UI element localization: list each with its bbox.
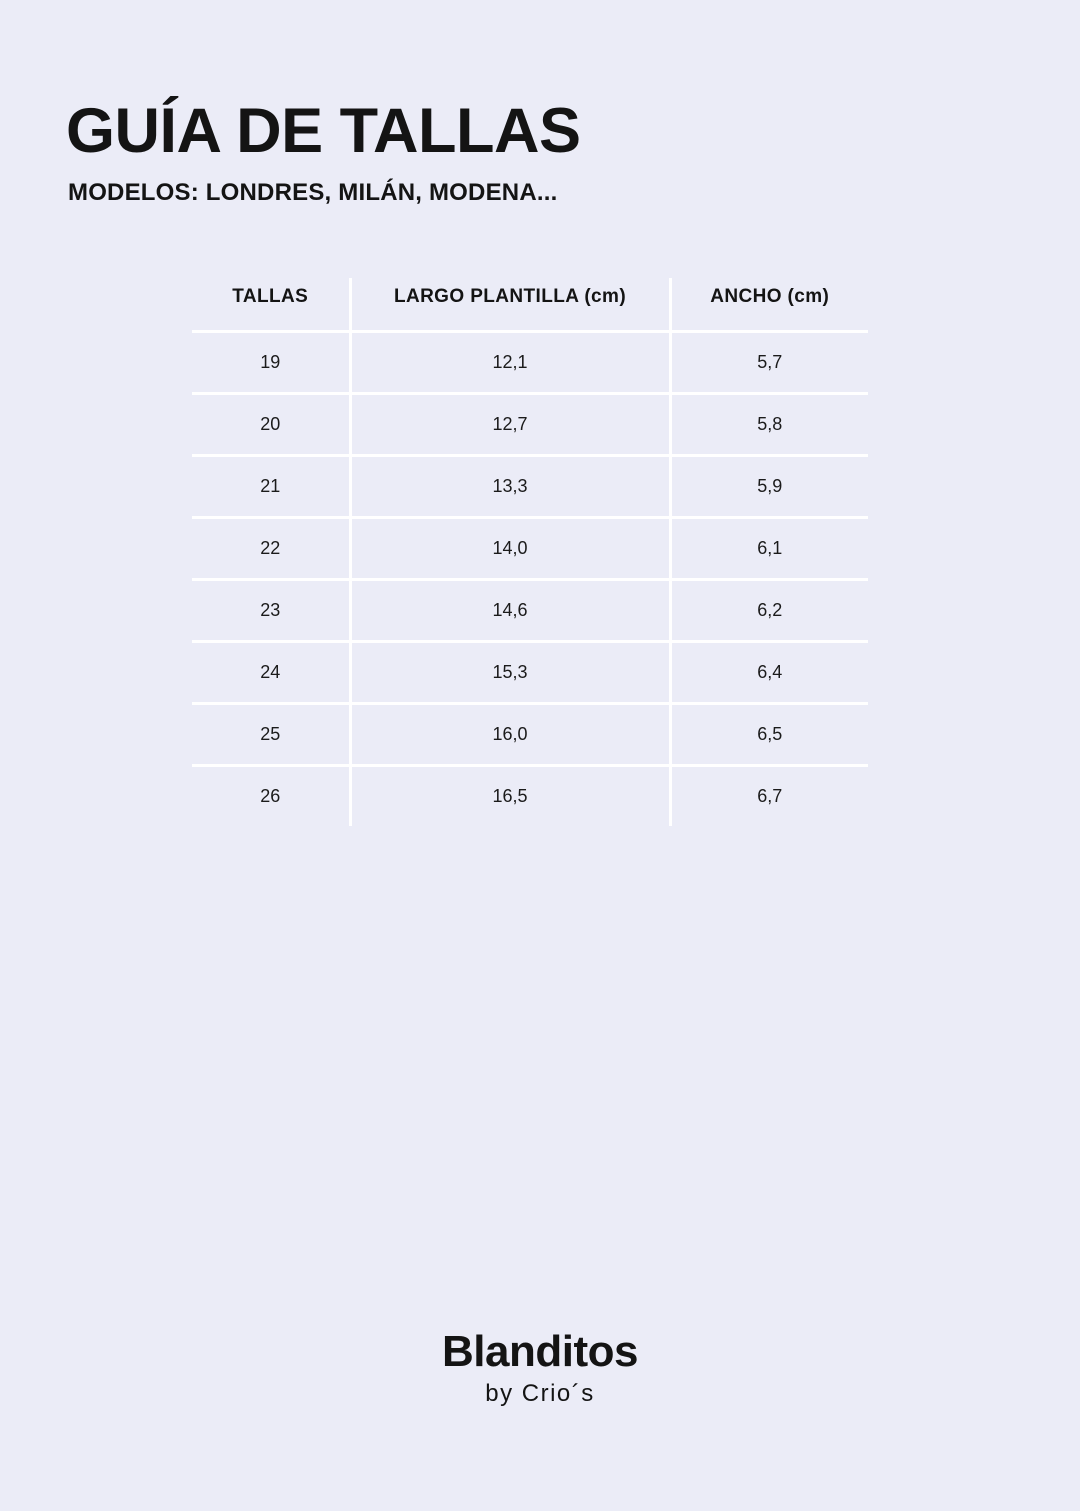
table-row bbox=[192, 580, 868, 642]
brand-name: Blanditos bbox=[442, 1327, 638, 1376]
document-footer bbox=[0, 1327, 1080, 1408]
page-title: GUÍA DE TALLAS bbox=[66, 96, 581, 166]
table-row bbox=[192, 766, 868, 827]
table-row bbox=[192, 456, 868, 518]
cell-ancho: 6,1 bbox=[670, 518, 868, 580]
table-row bbox=[192, 518, 868, 580]
cell-largo: 12,1 bbox=[350, 332, 670, 394]
cell-talla: 25 bbox=[192, 704, 350, 766]
cell-talla: 20 bbox=[192, 394, 350, 456]
cell-talla: 21 bbox=[192, 456, 350, 518]
cell-ancho: 6,7 bbox=[670, 766, 868, 827]
cell-largo: 14,6 bbox=[350, 580, 670, 642]
document-header bbox=[66, 96, 1016, 207]
table-row bbox=[192, 642, 868, 704]
table-row bbox=[192, 332, 868, 394]
size-table-container bbox=[192, 278, 868, 826]
column-header-ancho: ANCHO (cm) bbox=[710, 286, 830, 307]
cell-largo: 12,7 bbox=[350, 394, 670, 456]
cell-ancho: 5,7 bbox=[670, 332, 868, 394]
cell-ancho: 5,8 bbox=[670, 394, 868, 456]
cell-talla: 22 bbox=[192, 518, 350, 580]
cell-talla: 19 bbox=[192, 332, 350, 394]
cell-largo: 14,0 bbox=[350, 518, 670, 580]
brand-tagline: by Crio´s bbox=[485, 1380, 595, 1407]
cell-largo: 16,5 bbox=[350, 766, 670, 827]
cell-largo: 13,3 bbox=[350, 456, 670, 518]
cell-talla: 24 bbox=[192, 642, 350, 704]
column-header-tallas: TALLAS bbox=[232, 286, 309, 307]
cell-largo: 15,3 bbox=[350, 642, 670, 704]
cell-ancho: 6,5 bbox=[670, 704, 868, 766]
table-row bbox=[192, 394, 868, 456]
table-row bbox=[192, 704, 868, 766]
cell-ancho: 6,2 bbox=[670, 580, 868, 642]
table-body bbox=[192, 332, 868, 827]
column-header-largo-plantilla: LARGO PLANTILLA (cm) bbox=[350, 278, 670, 332]
cell-ancho: 6,4 bbox=[670, 642, 868, 704]
table-head bbox=[192, 278, 868, 332]
cell-ancho: 5,9 bbox=[670, 456, 868, 518]
cell-talla: 26 bbox=[192, 766, 350, 827]
table-header-row bbox=[192, 278, 868, 332]
page-subtitle: MODELOS: LONDRES, MILÁN, MODENA... bbox=[68, 179, 558, 206]
cell-talla: 23 bbox=[192, 580, 350, 642]
size-table bbox=[192, 278, 868, 826]
cell-largo: 16,0 bbox=[350, 704, 670, 766]
